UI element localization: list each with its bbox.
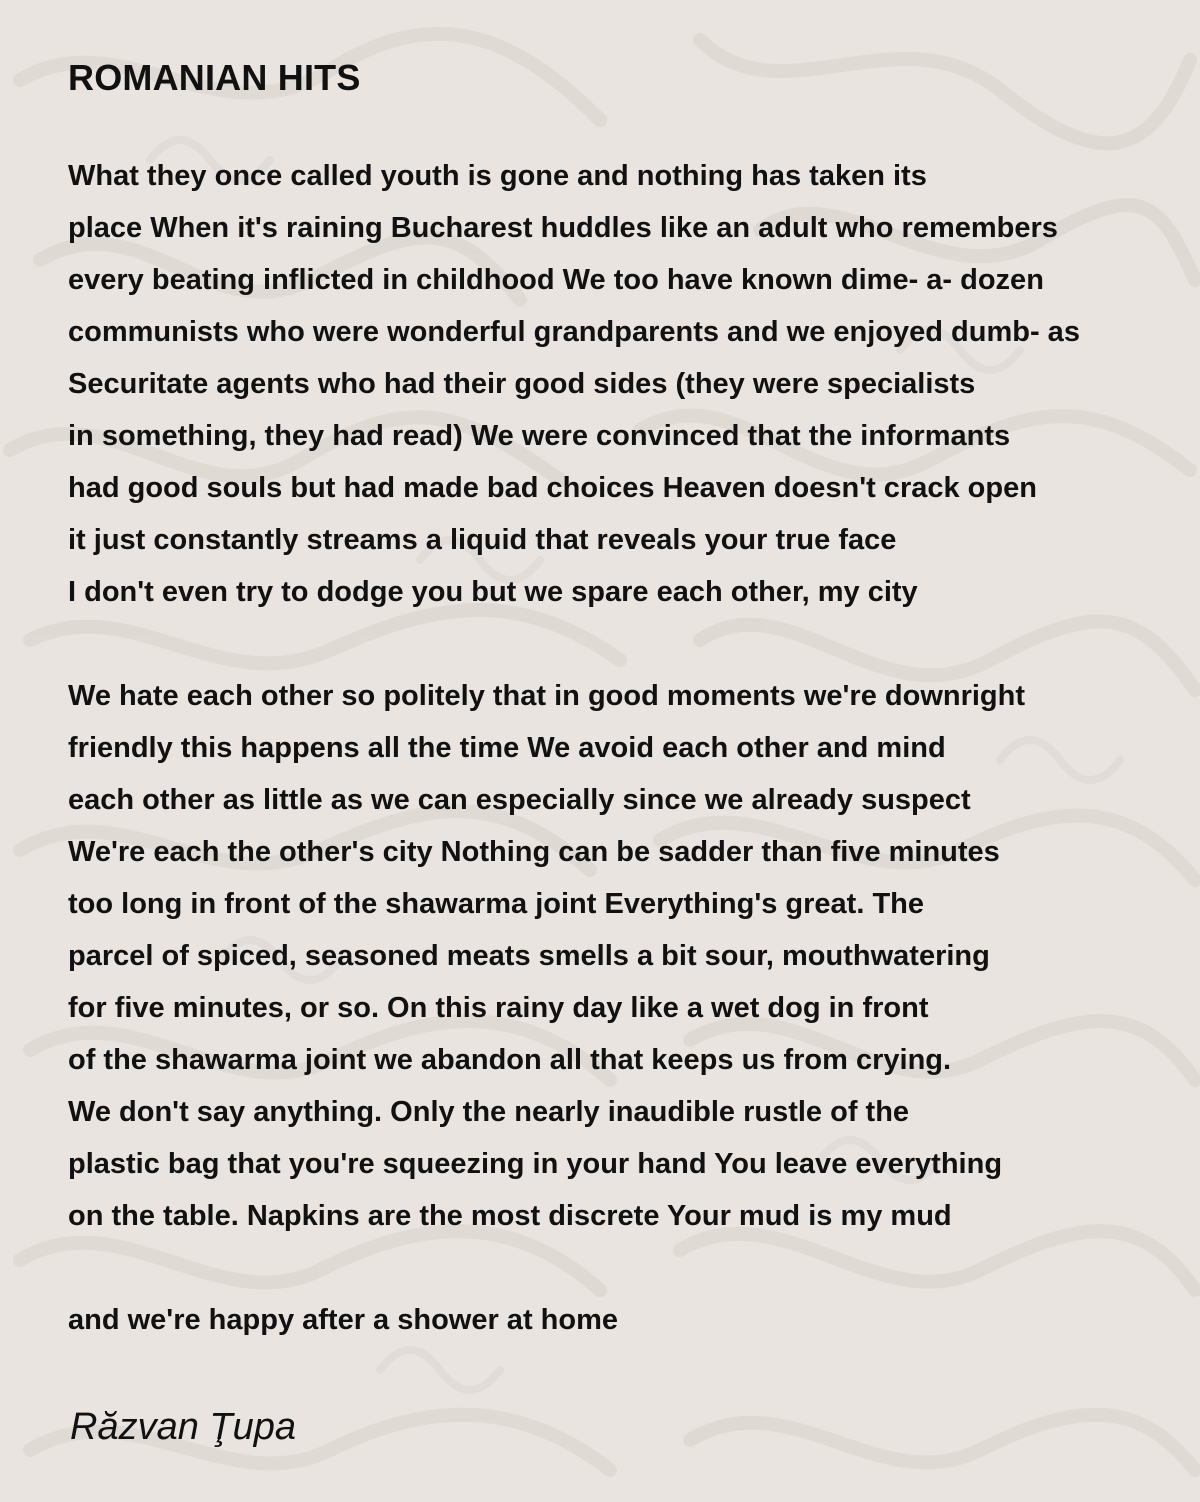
stanza-2 [68, 670, 1025, 1242]
poem-line: What they once called youth is gone and nothing has taken its [68, 160, 927, 192]
poem-line: had good souls but had made bad choices Heaven doesn't crack open [68, 472, 1037, 504]
poem-line: each other as little as we can especially since we already suspect [68, 784, 971, 816]
poem-line: and we're happy after a shower at home [68, 1304, 618, 1336]
poem-line: We're each the other's city Nothing can be sadder than five minutes [68, 836, 1000, 868]
poem-line: Securitate agents who had their good sides (they were specialists [68, 368, 976, 400]
poem-line: every beating inflicted in childhood We too have known dime- a- dozen [68, 264, 1044, 296]
poem-line: of the shawarma joint we abandon all that keeps us from crying. [68, 1044, 952, 1076]
poem-line: place When it's raining Bucharest huddles like an adult who remembers [68, 212, 1058, 244]
poem-line: for five minutes, or so. On this rainy day like a wet dog in front [68, 992, 929, 1024]
poem-line: too long in front of the shawarma joint Everything's great. The [68, 888, 925, 920]
poem-line: in something, they had read) We were convinced that the informants [68, 420, 1011, 452]
stanza-3 [68, 1294, 618, 1346]
poem-line: parcel of spiced, seasoned meats smells a bit sour, mouthwatering [68, 940, 990, 972]
poem-title: ROMANIAN HITS [68, 57, 361, 98]
poem-line: We don't say anything. Only the nearly inaudible rustle of the [68, 1096, 910, 1128]
poem-line: communists who were wonderful grandparents and we enjoyed dumb- as [68, 316, 1080, 348]
poem-line: friendly this happens all the time We avoid each other and mind [68, 732, 946, 764]
poem-line: I don't even try to dodge you but we spare each other, my city [68, 576, 918, 608]
poem-line: We hate each other so politely that in good moments we're downright [68, 680, 1026, 712]
poem-author: Răzvan Ţupa [70, 1406, 297, 1448]
poem-line: plastic bag that you're squeezing in your hand You leave everything [68, 1148, 1003, 1180]
poem-line: it just constantly streams a liquid that reveals your true face [68, 524, 897, 556]
poem-line: on the table. Napkins are the most discrete Your mud is my mud [68, 1200, 952, 1232]
stanza-1 [68, 150, 1080, 618]
